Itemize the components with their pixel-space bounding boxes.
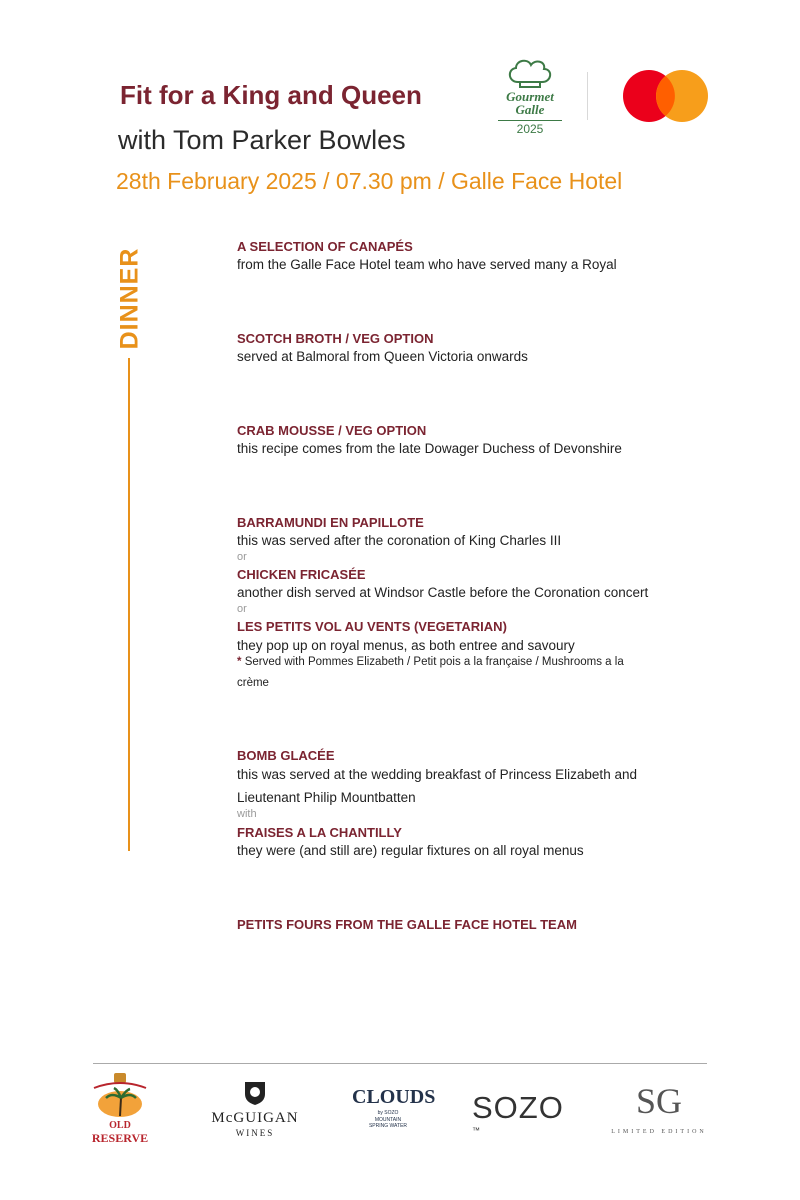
course-bomb-desc-line1: this was served at the wedding breakfast of Princess Elizabeth and [237,767,637,782]
course-barramundi-title: BARRAMUNDI EN PAPILLOTE [237,515,424,530]
chef-hat-icon [498,56,562,90]
course-crab-desc: this recipe comes from the late Dowager Duchess of Devonshire [237,441,622,456]
course-broth-title: SCOTCH BROTH / VEG OPTION [237,331,434,346]
note-asterisk: * [237,656,242,668]
limited-edition-sub: LIMITED EDITION [611,1129,707,1135]
limited-edition-monogram: SG [635,1081,683,1121]
palm-tree-icon [88,1072,152,1120]
course-bomb-desc-line2: Lieutenant Philip Mountbatten [237,790,416,805]
sponsor-old-reserve [88,1072,152,1148]
course-crab-title: CRAB MOUSSE / VEG OPTION [237,423,427,438]
galle-text: Galle [515,102,545,117]
with-separator: with [237,808,257,820]
old-reserve-line2: RESERVE [91,1131,149,1145]
clouds-sub2: MOUNTAIN [374,1117,402,1123]
course-broth-desc: served at Balmoral from Queen Victoria onwards [237,349,528,364]
or-separator: or [237,603,247,615]
logo-divider [587,72,588,120]
course-vol-au-vents-desc: they pop up on royal menus, as both entree and savoury [237,638,575,653]
course-fraises-title: FRAISES A LA CHANTILLY [237,825,402,840]
page-title: Fit for a King and Queen [120,80,422,110]
mcguigan-sub: WINES [235,1128,275,1138]
sponsor-clouds [352,1086,436,1136]
note-text: Served with Pommes Elizabeth / Petit pois a la française / Mushrooms a la [244,656,624,668]
clouds-name: CLOUDS [352,1086,436,1108]
shield-crest-icon [243,1080,267,1106]
dinner-section-label: DINNER [115,247,144,349]
sponsor-limited-edition [606,1078,712,1140]
course-fraises-desc: they were (and still are) regular fixtures on all royal menus [237,843,584,858]
course-petits-fours-title: PETITS FOURS FROM THE GALLE FACE HOTEL TEAM [237,917,577,932]
course-chicken-title: CHICKEN FRICASÉE [237,567,366,582]
page-subtitle: with Tom Parker Bowles [118,125,406,155]
course-bomb-title: BOMB GLACÉE [237,748,335,763]
mastercard-logo [622,68,710,124]
mcguigan-name: McGUIGAN [211,1110,299,1126]
clouds-sub1: by SOZO [377,1110,399,1116]
year-text: 2025 [498,120,562,136]
course-chicken-desc: another dish served at Windsor Castle before the Coronation concert [237,585,649,600]
old-reserve-line1: OLD [109,1120,131,1131]
sponsor-sozo [472,1090,572,1135]
sides-note-line2: crème [237,677,269,689]
sponsor-mcguigan [205,1080,305,1140]
clouds-sub3: SPRING WATER [368,1123,408,1129]
sides-note-line1 [237,656,624,668]
course-vol-au-vents-title: LES PETITS VOL AU VENTS (VEGETARIAN) [237,619,507,634]
gourmet-galle-logo [498,56,562,138]
gourmet-text: Gourmet [506,89,554,104]
footer-divider [93,1063,707,1064]
course-canapes-desc: from the Galle Face Hotel team who have served many a Royal [237,257,617,272]
sozo-name: SOZO [472,1090,564,1125]
sozo-mark: ™ [472,1126,480,1135]
or-separator: or [237,551,247,563]
course-barramundi-desc: this was served after the coronation of King Charles III [237,533,562,548]
course-canapes-title: A SELECTION OF CANAPÉS [237,239,413,254]
event-dateline: 28th February 2025 / 07.30 pm / Galle Face Hotel [116,168,623,194]
dinner-vertical-line [128,358,130,851]
